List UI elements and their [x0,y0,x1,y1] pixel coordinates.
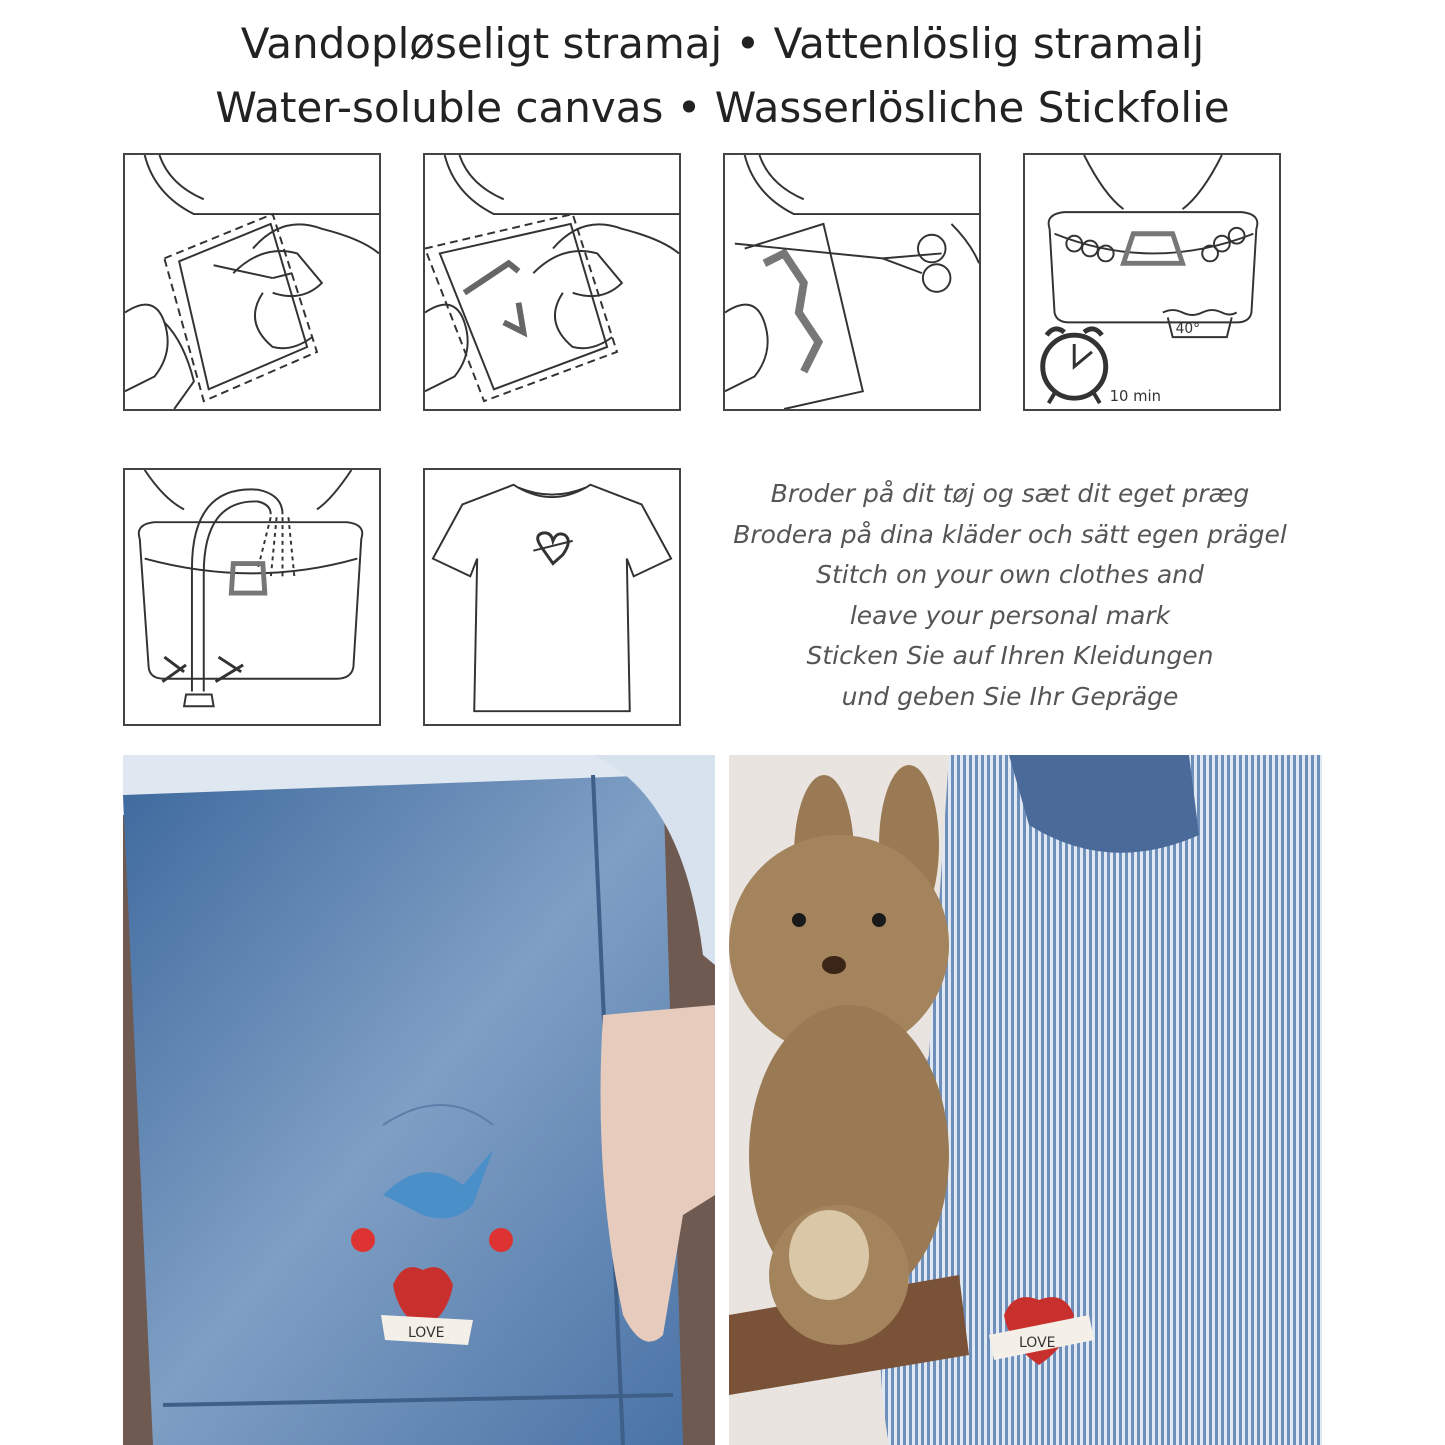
caption-line-3: Stitch on your own clothes and [816,560,1204,589]
washing-icon [1025,155,1279,409]
tshirt-canvas-icon [125,155,379,409]
title-line-2: Water-soluble canvas • Wasserlösliche Stickfolie [215,83,1230,132]
step-5-panel [123,468,381,726]
temperature-label: 40° [1175,321,1201,338]
step-3-panel [723,153,981,411]
right-embroidery-text: LOVE [1019,1335,1056,1351]
time-label: 10 min [1109,388,1161,406]
bunny-dress-photo [729,755,1322,1445]
step-4-panel [1023,153,1281,411]
caption-line-5: Sticken Sie auf Ihren Kleidungen [806,641,1214,670]
left-embroidery-text: LOVE [408,1325,445,1341]
caption-line-1: Broder på dit tøj og sæt dit eget præg [770,479,1250,508]
step-1-panel [123,153,381,411]
rinsing-icon [125,470,379,724]
finished-tshirt-icon [425,470,679,724]
stitching-icon [425,155,679,409]
caption-line-2: Brodera på dina kläder och sätt egen prägel [733,519,1287,549]
step-6-panel [423,468,681,726]
caption-line-4: leave your personal mark [849,600,1171,630]
cutting-icon [725,155,979,409]
denim-shorts-photo [123,755,715,1445]
caption-line-6: und geben Sie Ihr Gepräge [841,681,1179,711]
title-line-1: Vandopløseligt stramaj • Vattenlöslig stramalj [240,19,1205,68]
caption-block [690,474,1330,717]
step-2-panel [423,153,681,411]
